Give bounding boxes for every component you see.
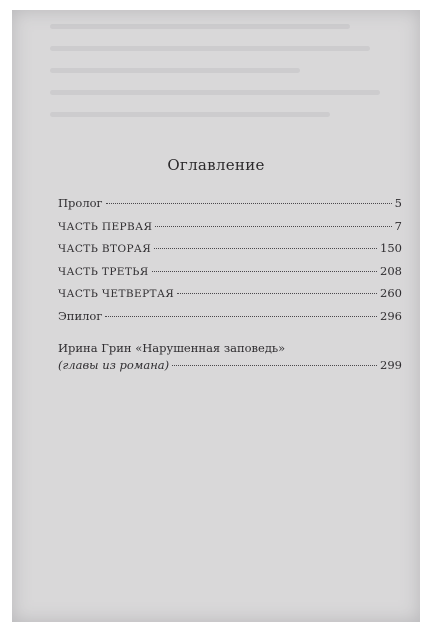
- dot-leader: [172, 365, 377, 366]
- toc-entry[interactable]: [58, 309, 402, 332]
- toc-entry-page: 296: [380, 308, 402, 323]
- toc-entry[interactable]: [58, 264, 402, 287]
- toc-entry-page: 208: [380, 263, 402, 278]
- dot-leader: [152, 271, 377, 272]
- dot-leader: [155, 226, 391, 227]
- toc-appendix-entry[interactable]: [58, 341, 402, 372]
- table-of-contents: [58, 196, 402, 372]
- show-through-text: [50, 46, 370, 51]
- toc-title: Оглавление: [167, 156, 265, 174]
- appendix-title: Ирина Грин «Нарушенная заповедь»: [58, 340, 286, 355]
- show-through-text: [50, 24, 350, 29]
- dot-leader: [106, 203, 392, 204]
- toc-entry-page: 260: [380, 286, 402, 301]
- show-through-text: [50, 112, 330, 117]
- toc-entry-label: ЧАСТЬ ПЕРВАЯ: [58, 220, 153, 233]
- dot-leader: [105, 316, 377, 317]
- toc-entry-page: 5: [394, 196, 402, 210]
- toc-entry-page: 150: [380, 241, 402, 256]
- show-through-text: [50, 68, 300, 73]
- toc-entry[interactable]: [58, 219, 402, 242]
- toc-entry[interactable]: [58, 196, 402, 219]
- toc-entry-label: Эпилог: [58, 308, 103, 323]
- toc-entry-label: ЧАСТЬ ТРЕТЬЯ: [58, 265, 149, 278]
- appendix-subtitle: (главы из романа): [58, 357, 170, 372]
- toc-entry-page: 7: [394, 218, 402, 233]
- dot-leader: [154, 248, 377, 249]
- appendix-page: 299: [380, 357, 402, 372]
- book-page: [12, 10, 420, 622]
- toc-entry-label: ЧАСТЬ ВТОРАЯ: [58, 243, 152, 256]
- show-through-text: [50, 90, 380, 95]
- toc-entry[interactable]: [58, 286, 402, 309]
- toc-entry-label: ЧАСТЬ ЧЕТВЕРТАЯ: [58, 288, 175, 301]
- toc-entry[interactable]: [58, 241, 402, 264]
- toc-entry-label: Пролог: [58, 196, 103, 210]
- appendix-row: [58, 358, 402, 372]
- dot-leader: [177, 293, 377, 294]
